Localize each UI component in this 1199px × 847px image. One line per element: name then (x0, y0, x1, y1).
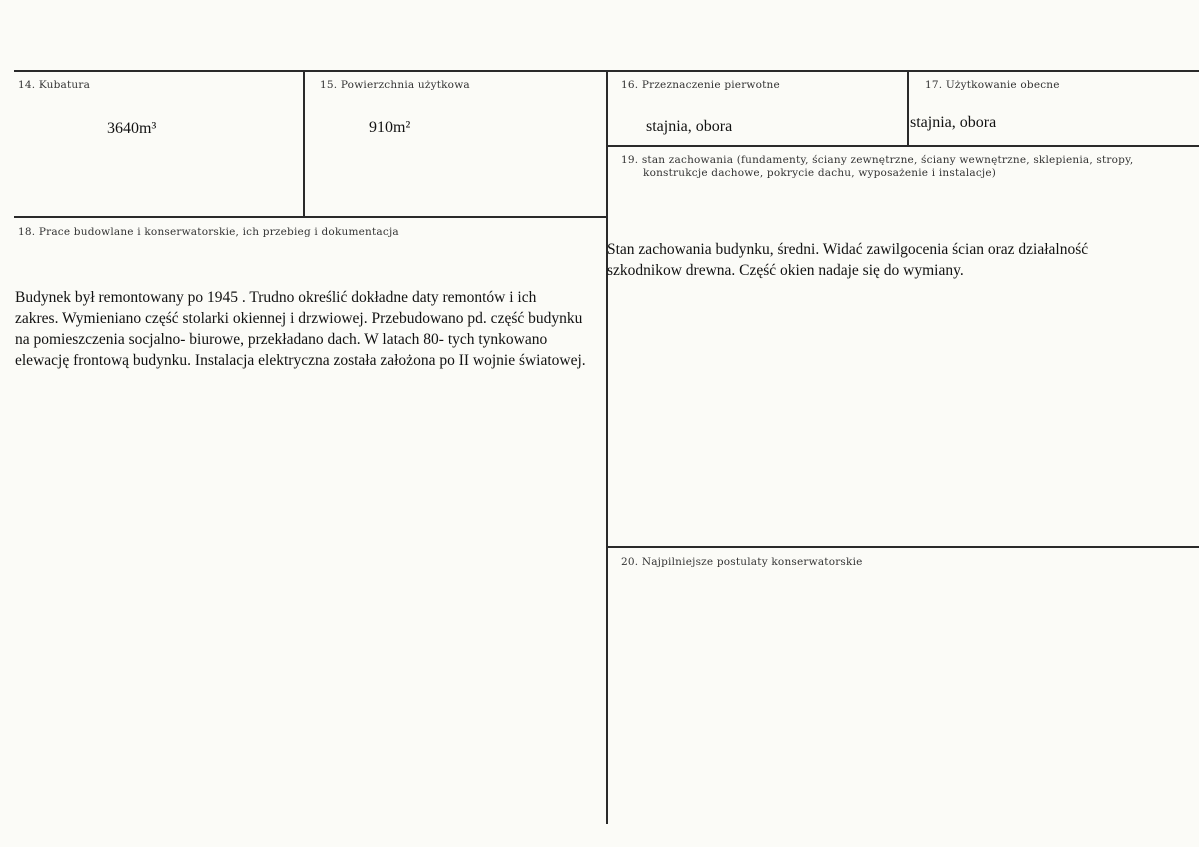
field-19-line-2: szkodnikow drewna. Część okien nadaje się do wymiany. (607, 262, 964, 279)
field-16-value: stajnia, obora (646, 118, 733, 135)
field-20-label: 20. Najpilniejsze postulaty konserwatorskie (621, 556, 863, 568)
field-18-line-4: elewację frontową budynku. Instalacja elektryczna została założona po II wojnie światowej. (15, 352, 586, 369)
lower-right-rule (608, 546, 1199, 548)
mid-right-rule (608, 145, 1199, 147)
field-19-label-line2: konstrukcje dachowe, pokrycie dachu, wyposażenie i instalacje) (643, 167, 997, 179)
field-14-label: 14. Kubatura (18, 79, 91, 91)
field-19-label-line1: 19. stan zachowania (fundamenty, ściany zewnętrzne, ściany wewnętrzne, sklepienia, stropy, (621, 154, 1134, 166)
field-17-value: stajnia, obora (910, 114, 997, 131)
field-17-label: 17. Użytkowanie obecne (925, 79, 1060, 91)
center-divider (606, 72, 608, 824)
field-16-label: 16. Przeznaczenie pierwotne (621, 79, 780, 91)
left-section-rule (14, 216, 606, 218)
field-18-text (15, 287, 605, 371)
divider-16-17 (907, 72, 909, 145)
field-19-text (607, 239, 1192, 281)
field-19-line-1: Stan zachowania budynku, średni. Widać zawilgocenia ścian oraz działalność (607, 241, 1089, 258)
field-18-line-3: na pomieszczenia socjalno- biurowe, przekładano dach. W latach 80- tych tynkowano (15, 331, 548, 348)
field-18-line-1: Budynek był remontowany po 1945 . Trudno określić dokładne daty remontów i ich (15, 289, 537, 306)
field-15-label: 15. Powierzchnia użytkowa (320, 79, 470, 91)
field-15-value: 910m² (369, 119, 411, 136)
field-14-value: 3640m³ (107, 120, 157, 137)
field-18-label: 18. Prace budowlane i konserwatorskie, ich przebieg i dokumentacja (18, 226, 399, 238)
divider-14-15 (303, 72, 305, 216)
field-19-label (621, 154, 1191, 180)
field-18-line-2: zakres. Wymieniano część stolarki okiennej i drzwiowej. Przebudowano pd. część budynku (15, 310, 583, 327)
